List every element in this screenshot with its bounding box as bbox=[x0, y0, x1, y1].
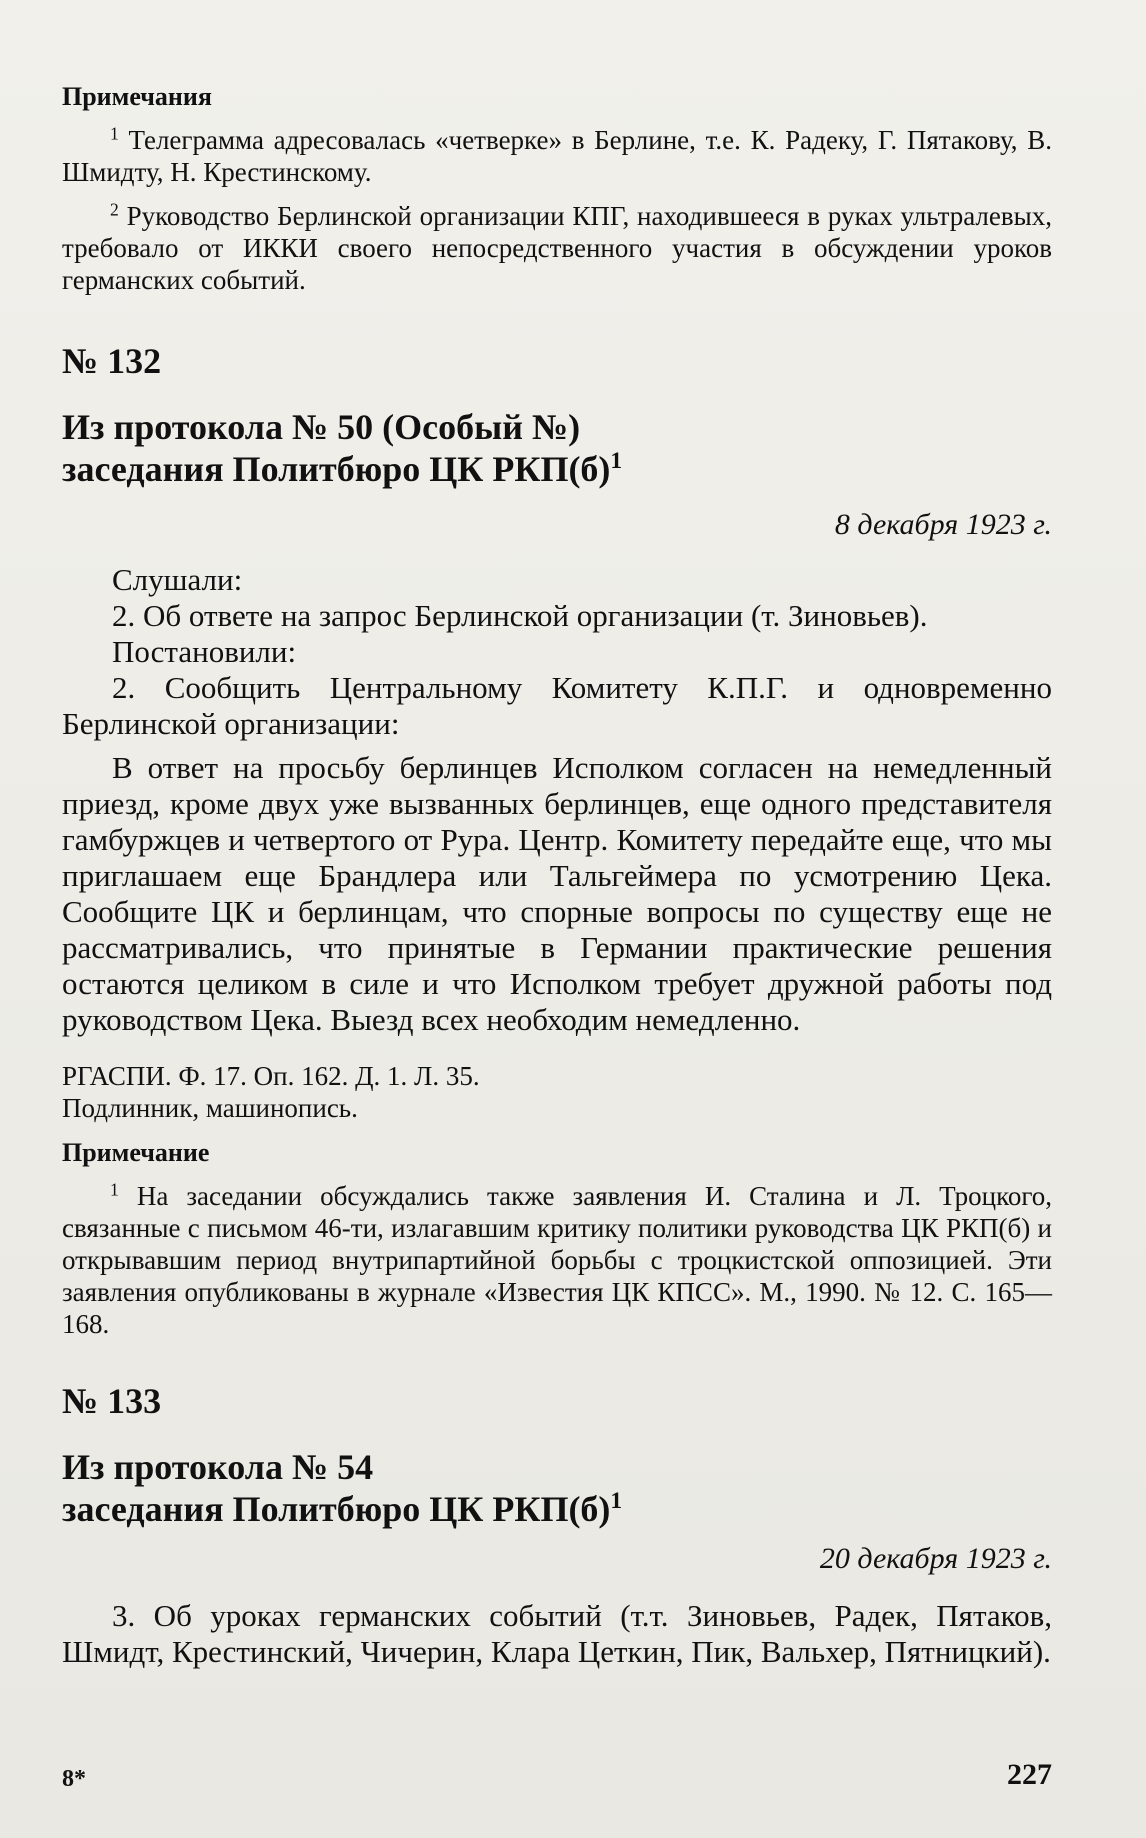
signature-mark: 8* bbox=[62, 1766, 86, 1792]
document-title-text: заседания Политбюро ЦК РКП(б) bbox=[62, 449, 611, 489]
title-footnote-marker: 1 bbox=[610, 448, 623, 475]
note-item bbox=[62, 200, 1052, 296]
note-marker: 2 bbox=[110, 199, 119, 220]
document-title-line2 bbox=[62, 1488, 1052, 1530]
archive-source: РГАСПИ. Ф. 17. Оп. 162. Д. 1. Л. 35. bbox=[62, 1061, 480, 1091]
heard-item: 2. Об ответе на запрос Берлинской организации (т. Зиновьев). bbox=[112, 598, 928, 633]
heard-label: Слушали: bbox=[112, 562, 243, 597]
note-marker: 1 bbox=[110, 123, 119, 144]
source-type: Подлинник, машинопись. bbox=[62, 1093, 358, 1123]
document-title-line1: Из протокола № 54 bbox=[62, 1447, 374, 1487]
note-text: Руководство Берлинской организации КПГ, находившееся в руках ультралевых, требовало от ИККИ своего непосредственного участия в обсуждении уроков германских событий. bbox=[62, 201, 1053, 295]
document-date: 8 декабря 1923 г. bbox=[834, 508, 1052, 541]
notes-section bbox=[62, 82, 1052, 296]
note-marker: 1 bbox=[110, 1179, 119, 1200]
document-title-line2 bbox=[62, 448, 1052, 490]
document-number: № 133 bbox=[62, 1381, 162, 1421]
agenda-item: 3. Об уроках германских событий (т.т. Зиновьев, Радек, Пятаков, Шмидт, Крестинский, Чичерин, Клара Цеткин, Пик, Вальхер, Пятницкий). bbox=[62, 1598, 1052, 1669]
page-content bbox=[62, 82, 1052, 1670]
note-text: Телеграмма адресовалась «четверке» в Берлине, т.е. К. Радеку, Г. Пятакову, В. Шмидту, Н. Крестинскому. bbox=[62, 125, 1052, 187]
document-title-line1: Из протокола № 50 (Особый №) bbox=[62, 407, 581, 447]
document-132 bbox=[62, 340, 1052, 1340]
document-number: № 132 bbox=[62, 341, 162, 381]
page-number: 227 bbox=[1007, 1758, 1052, 1791]
decided-item: 2. Сообщить Центральному Комитету К.П.Г. и одновременно Берлинской организации: bbox=[62, 670, 1052, 741]
notes-heading: Примечания bbox=[62, 82, 212, 111]
note-text: На заседании обсуждались также заявления И. Сталина и Л. Троцкого, связанные с письмом 46-ти, излагавшим критику политики руководства ЦК РКП(б) и открывавшим период внутрипартийной борьбы с троцкистской оппозицией. Эти заявления опубликованы в журнале «Известия ЦК КПСС». М., 1990. № 12. С. 165—168. bbox=[62, 1181, 1052, 1339]
document-133 bbox=[62, 1380, 1052, 1670]
document-date: 20 декабря 1923 г. bbox=[819, 1542, 1052, 1575]
decided-label: Постановили: bbox=[112, 634, 297, 669]
document-title-text: заседания Политбюро ЦК РКП(б) bbox=[62, 1489, 611, 1529]
note-item bbox=[62, 1180, 1052, 1340]
message-text: В ответ на просьбу берлинцев Исполком согласен на немедленный приезд, кроме двух уже вызванных берлинцев, еще одного представителя гамбуржцев и четвертого от Рура. Центр. Комитету передайте еще, что мы приглашаем еще Брандлера или Тальгеймера по усмотрению Цека. Сообщите ЦК и берлинцам, что спорные вопросы по существу еще не рассматривались, что принятые в Германии практические решения остаются целиком в силе и что Исполком требует дружной работы под руководством Цека. Выезд всех необходим немедленно. bbox=[62, 750, 1052, 1037]
note-heading: Примечание bbox=[62, 1138, 210, 1167]
note-item bbox=[62, 124, 1052, 188]
title-footnote-marker: 1 bbox=[610, 1488, 623, 1515]
